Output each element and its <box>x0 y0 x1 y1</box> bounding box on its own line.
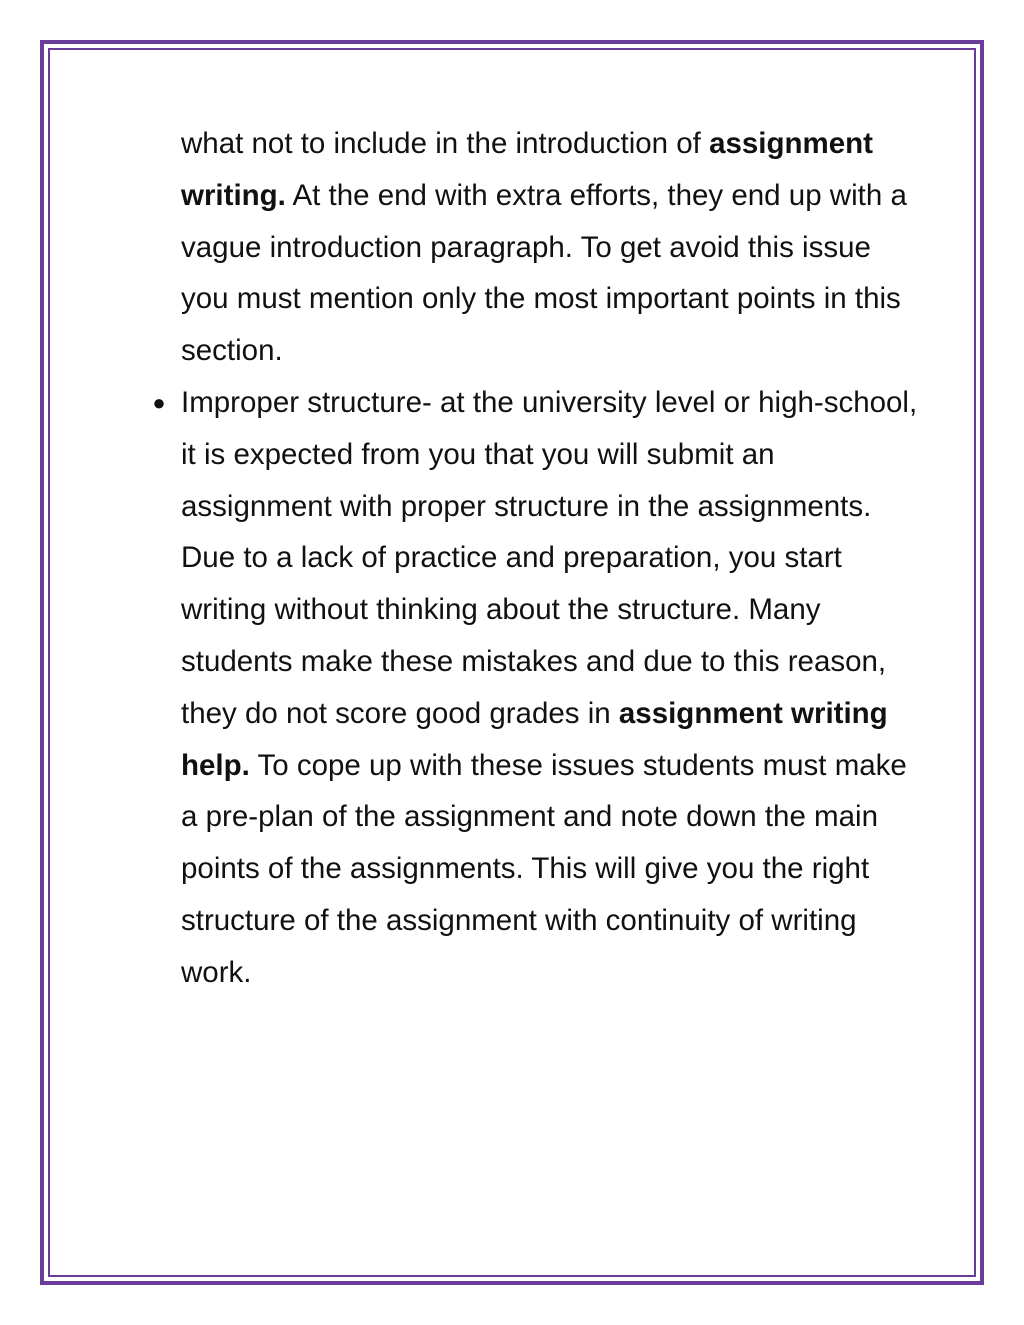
continuation-text-start: what not to include in the introduction of <box>181 127 710 160</box>
bold-keyword-assignment-writing: assignment writing. <box>181 127 873 212</box>
bullet-dot-icon: ● <box>152 389 166 415</box>
bold-keyword-assignment-writing-help: assignment writing help. <box>181 696 888 782</box>
document-body <box>152 118 921 999</box>
bullet-item-improper-structure <box>152 377 921 999</box>
bullet-paragraph <box>181 377 921 999</box>
bullet-text-end: To cope up with these issues students must make a pre-plan of the assignment and note down the main points of the assignments. This will give you the right structure of the assignment with continuity of writing work. <box>181 748 907 989</box>
continuation-paragraph <box>181 118 921 377</box>
bullet-text-start: Improper structure- at the university level or high-school, it is expected from you that you will submit an assignment with proper structure in the assignments. Due to a lack of practice and preparation, you start writing without thinking about the structure. Many students make these mistakes and due to this reason, they do not score good grades in <box>181 385 918 730</box>
continuation-text-end: At the end with extra efforts, they end up with a vague introduction paragraph. To get avoid this issue you must mention only the most important points in this section. <box>181 178 907 368</box>
